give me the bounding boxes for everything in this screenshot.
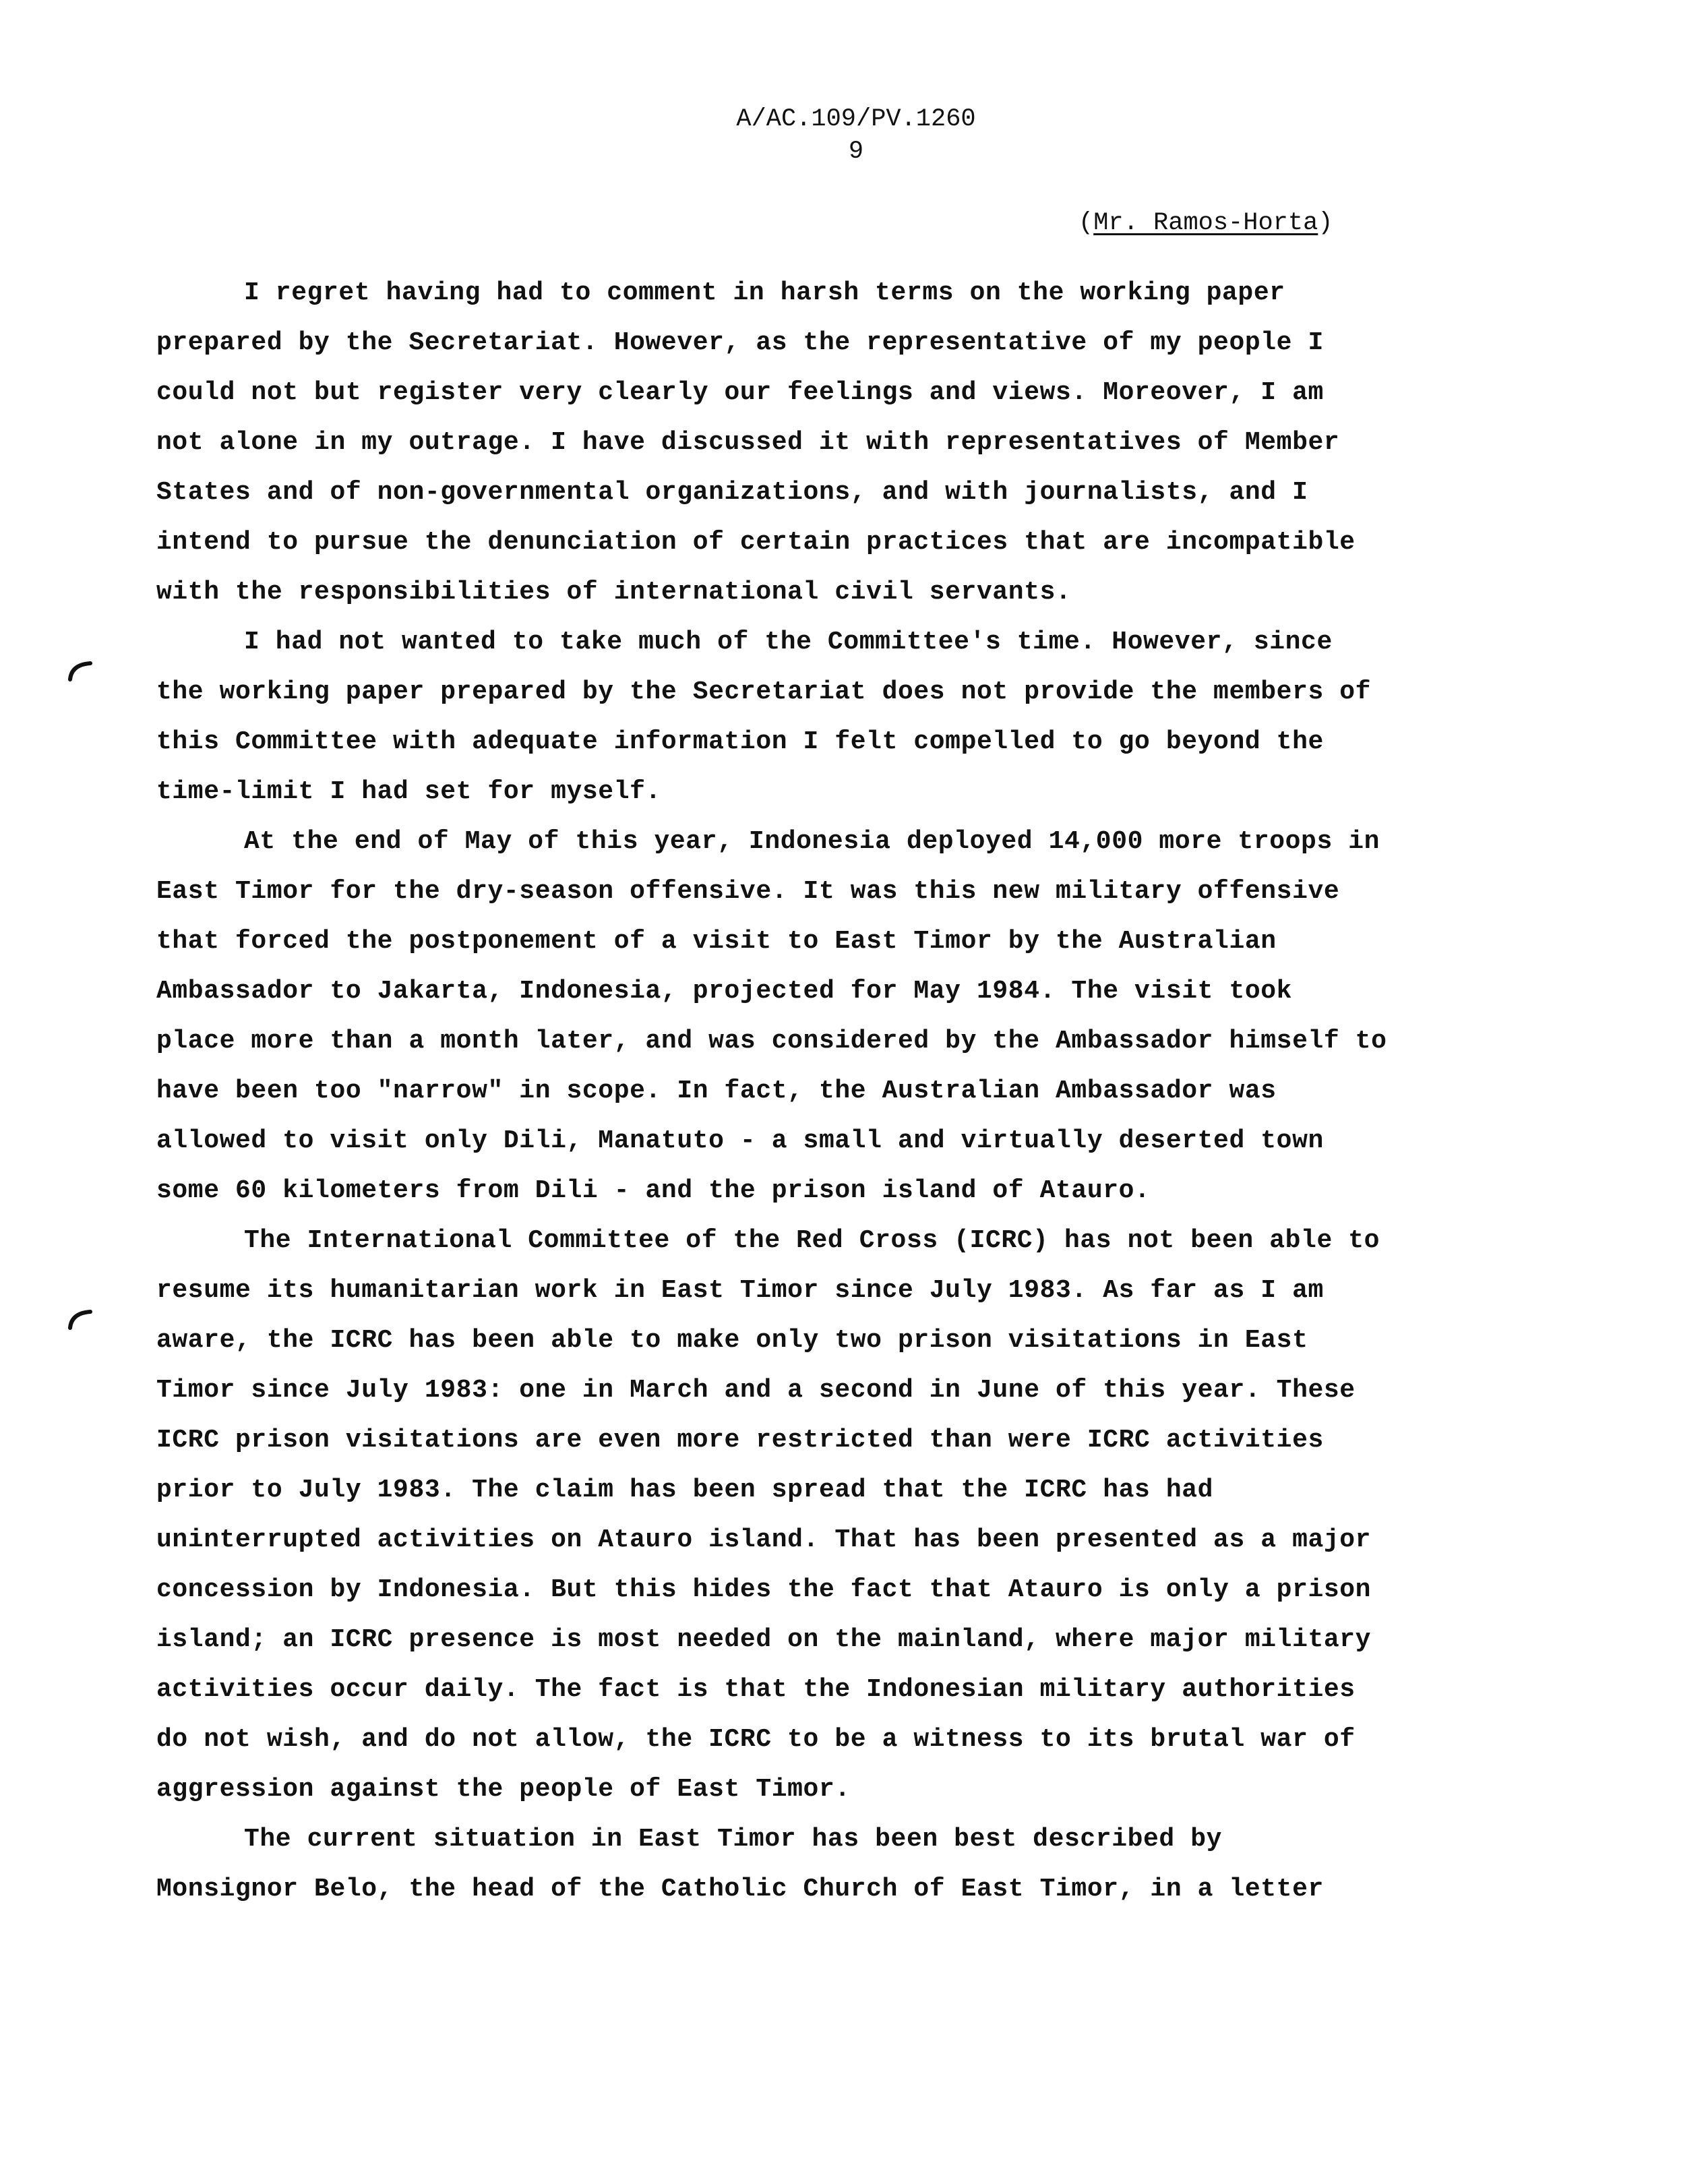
- page-number: 9: [848, 138, 864, 166]
- text-line: allowed to visit only Dili, Manatuto - a small and virtually deserted town: [156, 1126, 1324, 1155]
- text-line: ICRC prison visitations are even more restricted than were ICRC activities: [156, 1426, 1324, 1455]
- text-line: Timor since July 1983: one in March and a second in June of this year. These: [156, 1376, 1356, 1405]
- text-line: island; an ICRC presence is most needed on the mainland, where major military: [156, 1625, 1372, 1654]
- text-line: this Committee with adequate information I felt compelled to go beyond the: [156, 727, 1324, 756]
- text-line: some 60 kilometers from Dili - and the prison island of Atauro.: [156, 1176, 1151, 1205]
- text-line: East Timor for the dry-season offensive. It was this new military offensive: [156, 877, 1340, 906]
- text-line: resume its humanitarian work in East Timor since July 1983. As far as I am: [156, 1276, 1324, 1305]
- text-line: aware, the ICRC has been able to make only two prison visitations in East: [156, 1326, 1308, 1355]
- text-line: The current situation in East Timor has been best described by: [244, 1825, 1223, 1854]
- margin-scan-mark-icon: [67, 659, 94, 686]
- speaker-attribution: [1078, 206, 1333, 240]
- text-line: could not but register very clearly our feelings and views. Moreover, I am: [156, 378, 1324, 407]
- text-line: The International Committee of the Red Cross (ICRC) has not been able to: [244, 1226, 1380, 1255]
- speaker-open-paren: (: [1078, 209, 1094, 237]
- text-line: concession by Indonesia. But this hides the fact that Atauro is only a prison: [156, 1575, 1372, 1604]
- text-line: the working paper prepared by the Secretariat does not provide the members of: [156, 677, 1372, 706]
- paragraph-3: [156, 817, 1518, 1216]
- text-line: have been too "narrow" in scope. In fact, the Australian Ambassador was: [156, 1076, 1277, 1105]
- margin-scan-mark-icon: [67, 1308, 94, 1335]
- text-line: Ambassador to Jakarta, Indonesia, projected for May 1984. The visit took: [156, 977, 1293, 1006]
- speaker-close-paren: ): [1318, 209, 1333, 237]
- text-line: prepared by the Secretariat. However, as the representative of my people I: [156, 328, 1324, 357]
- text-line: I had not wanted to take much of the Committee's time. However, since: [244, 628, 1333, 657]
- paragraph-1: [156, 268, 1518, 617]
- text-line: I regret having had to comment in harsh terms on the working paper: [244, 278, 1285, 307]
- document-body: [156, 268, 1518, 1914]
- paragraph-5: [156, 1815, 1518, 1914]
- text-line: Monsignor Belo, the head of the Catholic Church of East Timor, in a letter: [156, 1875, 1324, 1904]
- speaker-name: Mr. Ramos-Horta: [1093, 209, 1318, 237]
- text-line: place more than a month later, and was considered by the Ambassador himself to: [156, 1027, 1387, 1056]
- text-line: intend to pursue the denunciation of certain practices that are incompatible: [156, 528, 1356, 557]
- text-line: aggression against the people of East Timor.: [156, 1775, 851, 1804]
- text-line: At the end of May of this year, Indonesia deployed 14,000 more troops in: [244, 827, 1380, 856]
- text-line: activities occur daily. The fact is that the Indonesian military authorities: [156, 1675, 1356, 1704]
- document-symbol: A/AC.109/PV.1260: [736, 105, 976, 133]
- paragraph-4: [156, 1216, 1518, 1815]
- text-line: with the responsibilities of international civil servants.: [156, 578, 1072, 607]
- text-line: do not wish, and do not allow, the ICRC to be a witness to its brutal war of: [156, 1725, 1356, 1754]
- text-line: States and of non-governmental organizations, and with journalists, and I: [156, 478, 1308, 507]
- text-line: not alone in my outrage. I have discussed it with representatives of Member: [156, 428, 1340, 457]
- paragraph-2: [156, 617, 1518, 817]
- text-line: prior to July 1983. The claim has been spread that the ICRC has had: [156, 1476, 1214, 1505]
- text-line: that forced the postponement of a visit to East Timor by the Australian: [156, 927, 1277, 956]
- text-line: uninterrupted activities on Atauro island. That has been presented as a major: [156, 1525, 1372, 1554]
- text-line: time-limit I had set for myself.: [156, 777, 661, 806]
